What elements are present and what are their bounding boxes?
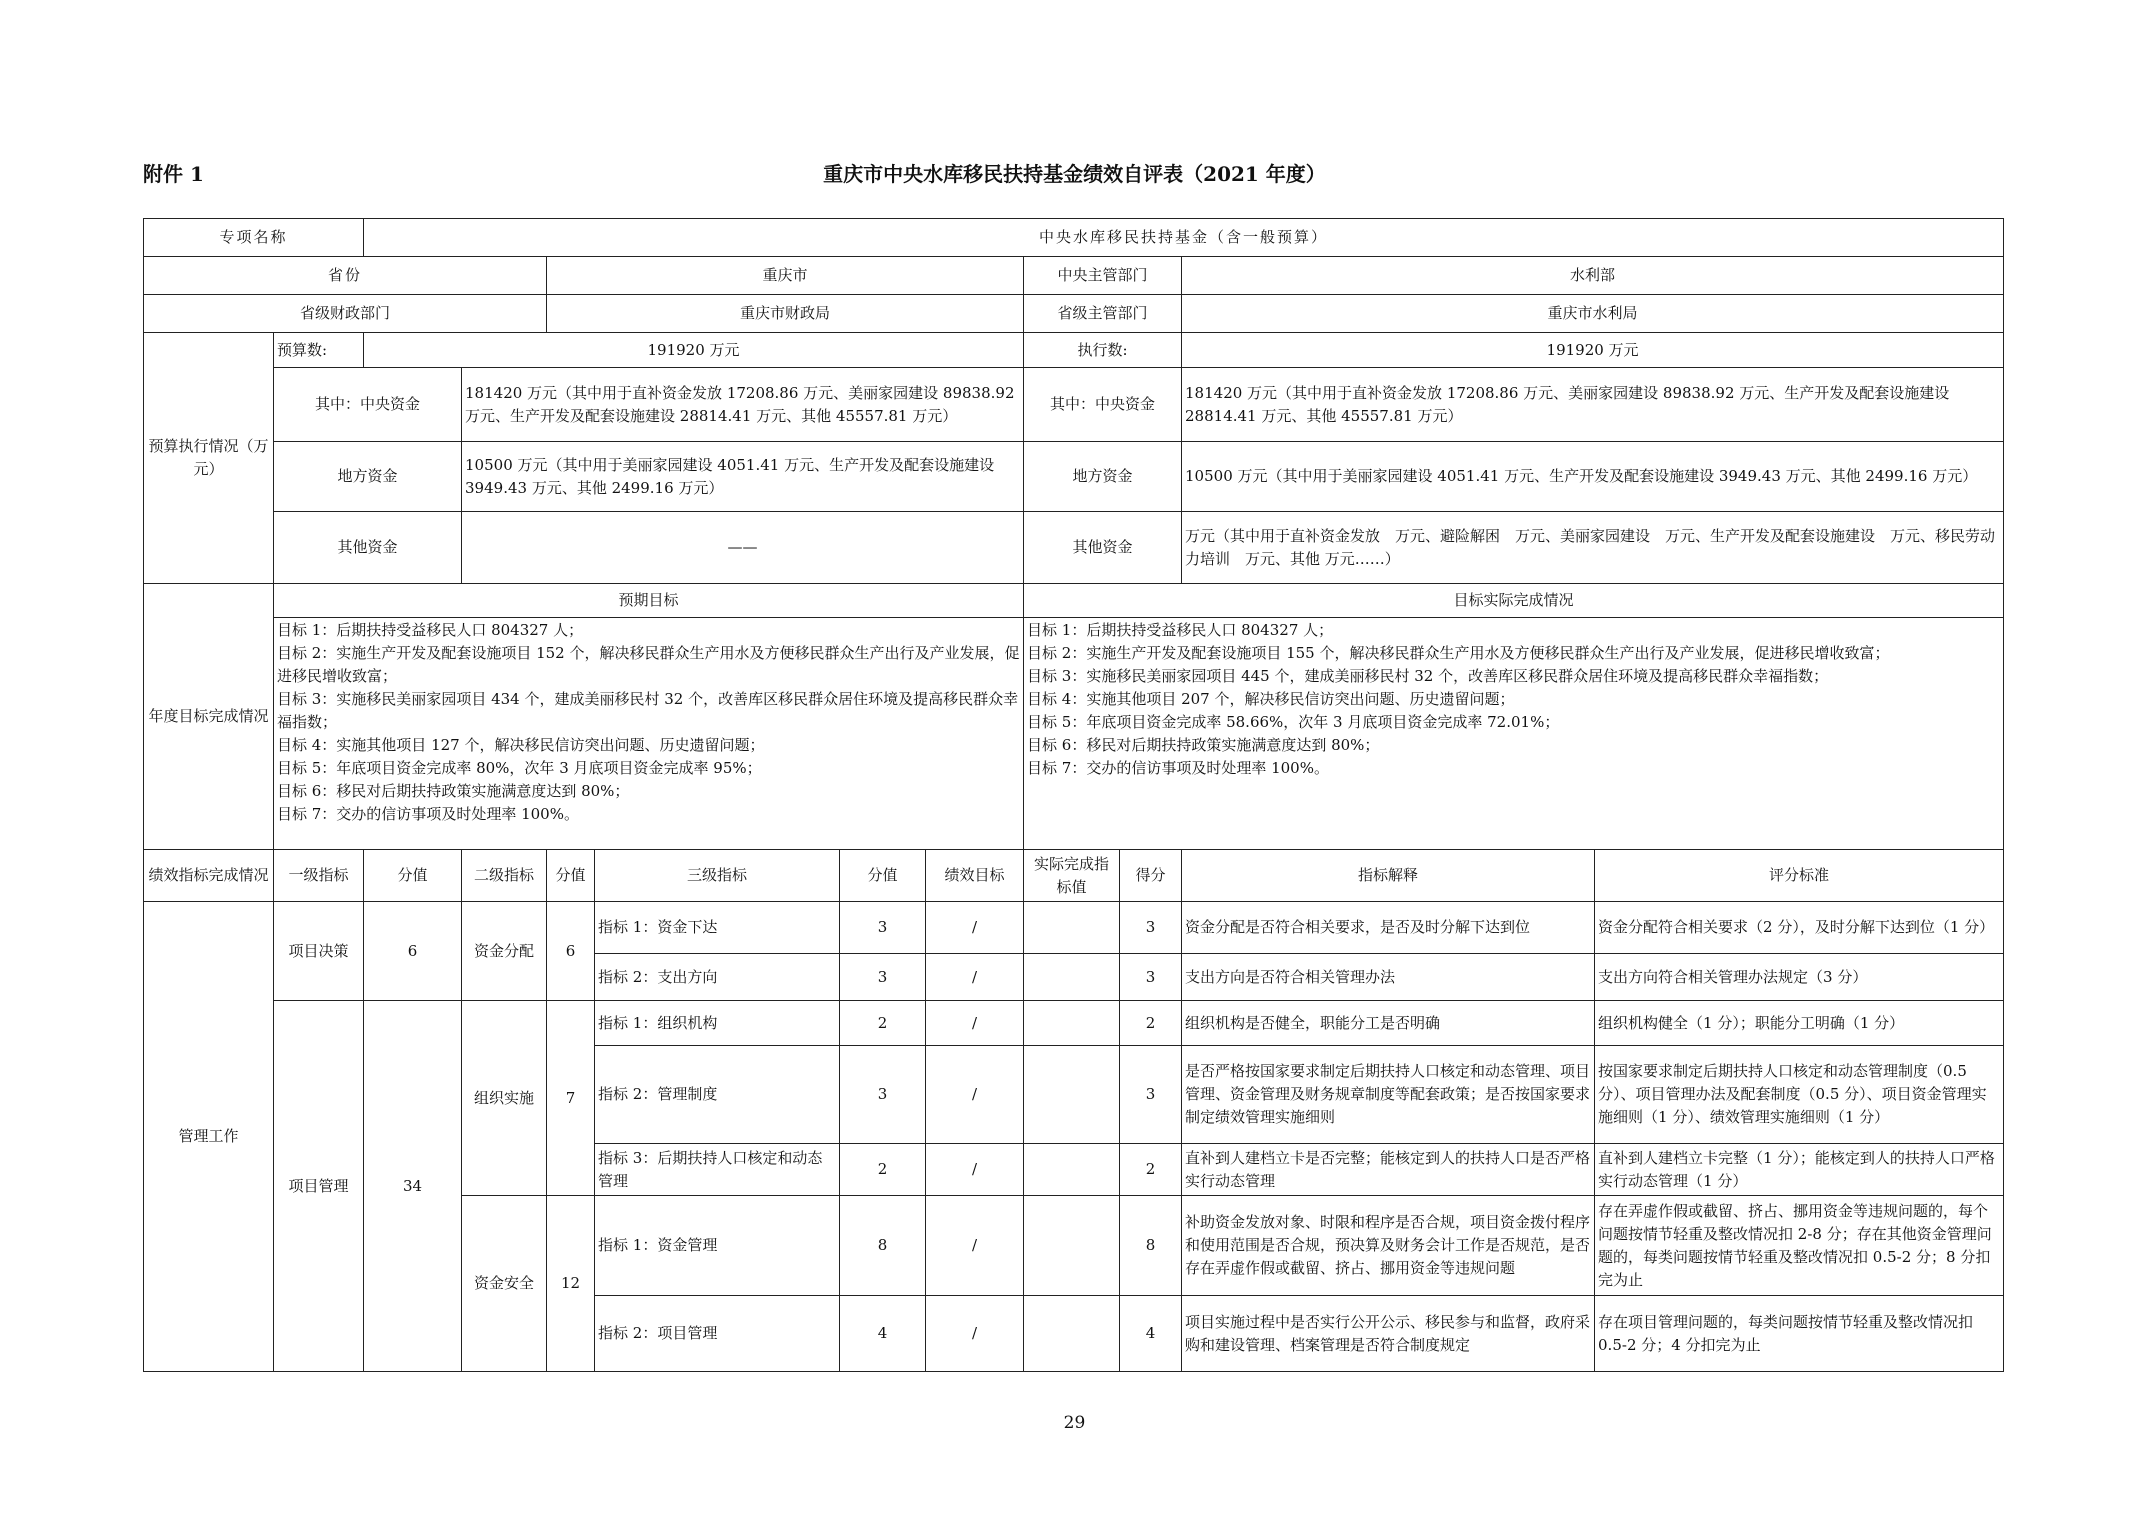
expected-header: 预期目标 xyxy=(274,584,1024,618)
score3: 3 xyxy=(840,902,926,954)
other-exec: 万元（其中用于直补资金发放 万元、避险解困 万元、美丽家园建设 万元、生产开发及配套设施建设 万元、移民劳动力培训 万元、其他 万元……） xyxy=(1182,512,2004,584)
level3: 指标 2：项目管理 xyxy=(595,1296,840,1372)
project-name-label: 专项名称 xyxy=(144,219,364,257)
got: 2 xyxy=(1120,1001,1182,1046)
explain: 是否严格按国家要求制定后期扶持人口核定和动态管理、项目管理、资金管理及财务规章制度等配套政策；是否按国家要求制定绩效管理实施细则 xyxy=(1182,1046,1595,1144)
col-level2: 二级指标 xyxy=(462,850,547,902)
central-label: 其中：中央资金 xyxy=(274,368,462,442)
score2: 6 xyxy=(547,902,595,1001)
indicators-section-label: 绩效指标完成情况 xyxy=(144,850,274,902)
province-row xyxy=(144,257,2004,295)
explain: 资金分配是否符合相关要求，是否及时分解下达到位 xyxy=(1182,902,1595,954)
score3: 4 xyxy=(840,1296,926,1372)
level3: 指标 2：管理制度 xyxy=(595,1046,840,1144)
score2: 12 xyxy=(547,1196,595,1372)
prov-dept-label: 省级主管部门 xyxy=(1024,295,1182,333)
standard: 组织机构健全（1 分）；职能分工明确（1 分） xyxy=(1595,1001,2004,1046)
level3: 指标 1：组织机构 xyxy=(595,1001,840,1046)
got: 2 xyxy=(1120,1144,1182,1196)
actual xyxy=(1024,902,1120,954)
col-score3: 分值 xyxy=(840,850,926,902)
standard: 按国家要求制定后期扶持人口核定和动态管理制度（0.5 分）、项目管理办法及配套制度（0.5 分）、项目资金管理实施细则（1 分）、绩效管理实施细则（1 分） xyxy=(1595,1046,2004,1144)
local-budget: 10500 万元（其中用于美丽家园建设 4051.41 万元、生产开发及配套设施建设 3949.43 万元、其他 2499.16 万元） xyxy=(462,442,1024,512)
local-exec: 10500 万元（其中用于美丽家园建设 4051.41 万元、生产开发及配套设施建设 3949.43 万元、其他 2499.16 万元） xyxy=(1182,442,2004,512)
actual xyxy=(1024,1046,1120,1144)
col-level1: 一级指标 xyxy=(274,850,364,902)
level2: 资金安全 xyxy=(462,1196,547,1372)
standard: 直补到人建档立卡完整（1 分）；能核定到人的扶持人口严格实行动态管理（1 分） xyxy=(1595,1144,2004,1196)
table-row xyxy=(144,1001,2004,1046)
other-label: 其他资金 xyxy=(274,512,462,584)
score1: 34 xyxy=(364,1001,462,1372)
actual xyxy=(1024,1144,1120,1196)
got: 4 xyxy=(1120,1296,1182,1372)
attachment-label: 附件 1 xyxy=(143,162,204,186)
standard: 支出方向符合相关管理办法规定（3 分） xyxy=(1595,954,2004,1001)
local-exec-label: 地方资金 xyxy=(1024,442,1182,512)
level2: 资金分配 xyxy=(462,902,547,1001)
actual xyxy=(1024,954,1120,1001)
level3: 指标 1：资金下达 xyxy=(595,902,840,954)
prov-finance-value: 重庆市财政局 xyxy=(547,295,1024,333)
actual-header: 目标实际完成情况 xyxy=(1024,584,2004,618)
level1: 项目管理 xyxy=(274,1001,364,1372)
explain: 支出方向是否符合相关管理办法 xyxy=(1182,954,1595,1001)
col-target: 绩效目标 xyxy=(926,850,1024,902)
other-exec-label: 其他资金 xyxy=(1024,512,1182,584)
target: / xyxy=(926,1196,1024,1296)
budget-section-label: 预算执行情况（万元） xyxy=(144,333,274,584)
actual xyxy=(1024,1001,1120,1046)
exec-value: 191920 万元 xyxy=(1182,333,2004,368)
col-standard: 评分标准 xyxy=(1595,850,2004,902)
table-row xyxy=(144,902,2004,954)
explain: 直补到人建档立卡是否完整；能核定到人的扶持人口是否严格实行动态管理 xyxy=(1182,1144,1595,1196)
goals-section-label: 年度目标完成情况 xyxy=(144,584,274,850)
score3: 2 xyxy=(840,1144,926,1196)
got: 3 xyxy=(1120,1046,1182,1144)
level3: 指标 3：后期扶持人口核定和动态管理 xyxy=(595,1144,840,1196)
exec-label: 执行数: xyxy=(1024,333,1182,368)
standard: 资金分配符合相关要求（2 分），及时分解下达到位（1 分） xyxy=(1595,902,2004,954)
central-budget: 181420 万元（其中用于直补资金发放 17208.86 万元、美丽家园建设 89838.92 万元、生产开发及配套设施建设 28814.41 万元、其他 45557.81 万元） xyxy=(462,368,1024,442)
page-number: 29 xyxy=(1063,1413,1086,1433)
budget-label: 预算数: xyxy=(274,333,364,368)
actual-goals: 目标 1：后期扶持受益移民人口 804327 人； 目标 2：实施生产开发及配套设施项目 155 个，解决移民群众生产用水及方便移民群众生产出行及产业发展，促进移民增收致富； 目标 3：实施移民美丽家园项目 445 个，建成美丽移民村 32 个，改善库区移民群众居住环境及提高移民群众幸福指数； 目标 4：实施其他项目 207 个，解决移民信访突出问题、历史遗留问题； 目标 5：年底项目资金完成率 58.66%，次年 3 月底项目资金完成率 72.01%； 目标 6：移民对后期扶持政策实施满意度达到 80%； 目标 7：交办的信访事项及时处理率 100%。 xyxy=(1024,618,2004,850)
central-funds-row xyxy=(144,368,2004,442)
prov-dept-value: 重庆市水利局 xyxy=(1182,295,2004,333)
target: / xyxy=(926,1046,1024,1144)
level3: 指标 2：支出方向 xyxy=(595,954,840,1001)
target: / xyxy=(926,1001,1024,1046)
project-name-value: 中央水库移民扶持基金（含一般预算） xyxy=(364,219,2004,257)
got: 3 xyxy=(1120,902,1182,954)
central-exec: 181420 万元（其中用于直补资金发放 17208.86 万元、美丽家园建设 89838.92 万元、生产开发及配套设施建设 28814.41 万元、其他 45557.81 万元） xyxy=(1182,368,2004,442)
budget-total-row xyxy=(144,333,2004,368)
actual xyxy=(1024,1296,1120,1372)
province-value: 重庆市 xyxy=(547,257,1024,295)
target: / xyxy=(926,1296,1024,1372)
standard: 存在项目管理问题的，每类问题按情节轻重及整改情况扣 0.5-2 分；4 分扣完为止 xyxy=(1595,1296,2004,1372)
score3: 2 xyxy=(840,1001,926,1046)
col-score1: 分值 xyxy=(364,850,462,902)
target: / xyxy=(926,954,1024,1001)
got: 8 xyxy=(1120,1196,1182,1296)
score1: 6 xyxy=(364,902,462,1001)
score3: 3 xyxy=(840,954,926,1001)
central-dept-label: 中央主管部门 xyxy=(1024,257,1182,295)
local-funds-row xyxy=(144,442,2004,512)
col-explain: 指标解释 xyxy=(1182,850,1595,902)
col-actual: 实际完成指标值 xyxy=(1024,850,1120,902)
other-funds-row xyxy=(144,512,2004,584)
goals-header-row xyxy=(144,584,2004,618)
got: 3 xyxy=(1120,954,1182,1001)
explain: 组织机构是否健全，职能分工是否明确 xyxy=(1182,1001,1595,1046)
central-dept-value: 水利部 xyxy=(1182,257,2004,295)
score2: 7 xyxy=(547,1001,595,1196)
indicators-header-row xyxy=(144,850,2004,902)
level1: 项目决策 xyxy=(274,902,364,1001)
expected-goals: 目标 1：后期扶持受益移民人口 804327 人； 目标 2：实施生产开发及配套设施项目 152 个，解决移民群众生产用水及方便移民群众生产出行及产业发展，促进移民增收致富； 目标 3：实施移民美丽家园项目 434 个，建成美丽移民村 32 个，改善库区移民群众居住环境及提高移民群众幸福指数； 目标 4：实施其他项目 127 个，解决移民信访突出问题、历史遗留问题； 目标 5：年底项目资金完成率 80%，次年 3 月底项目资金完成率 95%； 目标 6：移民对后期扶持政策实施满意度达到 80%； 目标 7：交办的信访事项及时处理率 100%。 xyxy=(274,618,1024,850)
central-exec-label: 其中：中央资金 xyxy=(1024,368,1182,442)
level2: 组织实施 xyxy=(462,1001,547,1196)
standard: 存在弄虚作假或截留、挤占、挪用资金等违规问题的，每个问题按情节轻重及整改情况扣 2-8 分；存在其他资金管理问题的，每类问题按情节轻重及整改情况扣 0.5-2 分；8 分扣完为止 xyxy=(1595,1196,2004,1296)
province-label: 省份 xyxy=(144,257,547,295)
goals-text-row xyxy=(144,618,2004,850)
other-budget: —— xyxy=(462,512,1024,584)
budget-value: 191920 万元 xyxy=(364,333,1024,368)
prov-finance-row xyxy=(144,295,2004,333)
project-name-row xyxy=(144,219,2004,257)
category-label: 管理工作 xyxy=(144,902,274,1372)
col-score2: 分值 xyxy=(547,850,595,902)
target: / xyxy=(926,1144,1024,1196)
self-evaluation-table xyxy=(143,218,2004,1372)
page-title: 重庆市中央水库移民扶持基金绩效自评表（2021 年度） xyxy=(823,162,1326,186)
actual xyxy=(1024,1196,1120,1296)
explain: 项目实施过程中是否实行公开公示、移民参与和监督，政府采购和建设管理、档案管理是否符合制度规定 xyxy=(1182,1296,1595,1372)
local-label: 地方资金 xyxy=(274,442,462,512)
col-got: 得分 xyxy=(1120,850,1182,902)
target: / xyxy=(926,902,1024,954)
col-level3: 三级指标 xyxy=(595,850,840,902)
explain: 补助资金发放对象、时限和程序是否合规，项目资金拨付程序和使用范围是否合规，预决算及财务会计工作是否规范，是否存在弄虚作假或截留、挤占、挪用资金等违规问题 xyxy=(1182,1196,1595,1296)
level3: 指标 1：资金管理 xyxy=(595,1196,840,1296)
prov-finance-label: 省级财政部门 xyxy=(144,295,547,333)
score3: 3 xyxy=(840,1046,926,1144)
score3: 8 xyxy=(840,1196,926,1296)
